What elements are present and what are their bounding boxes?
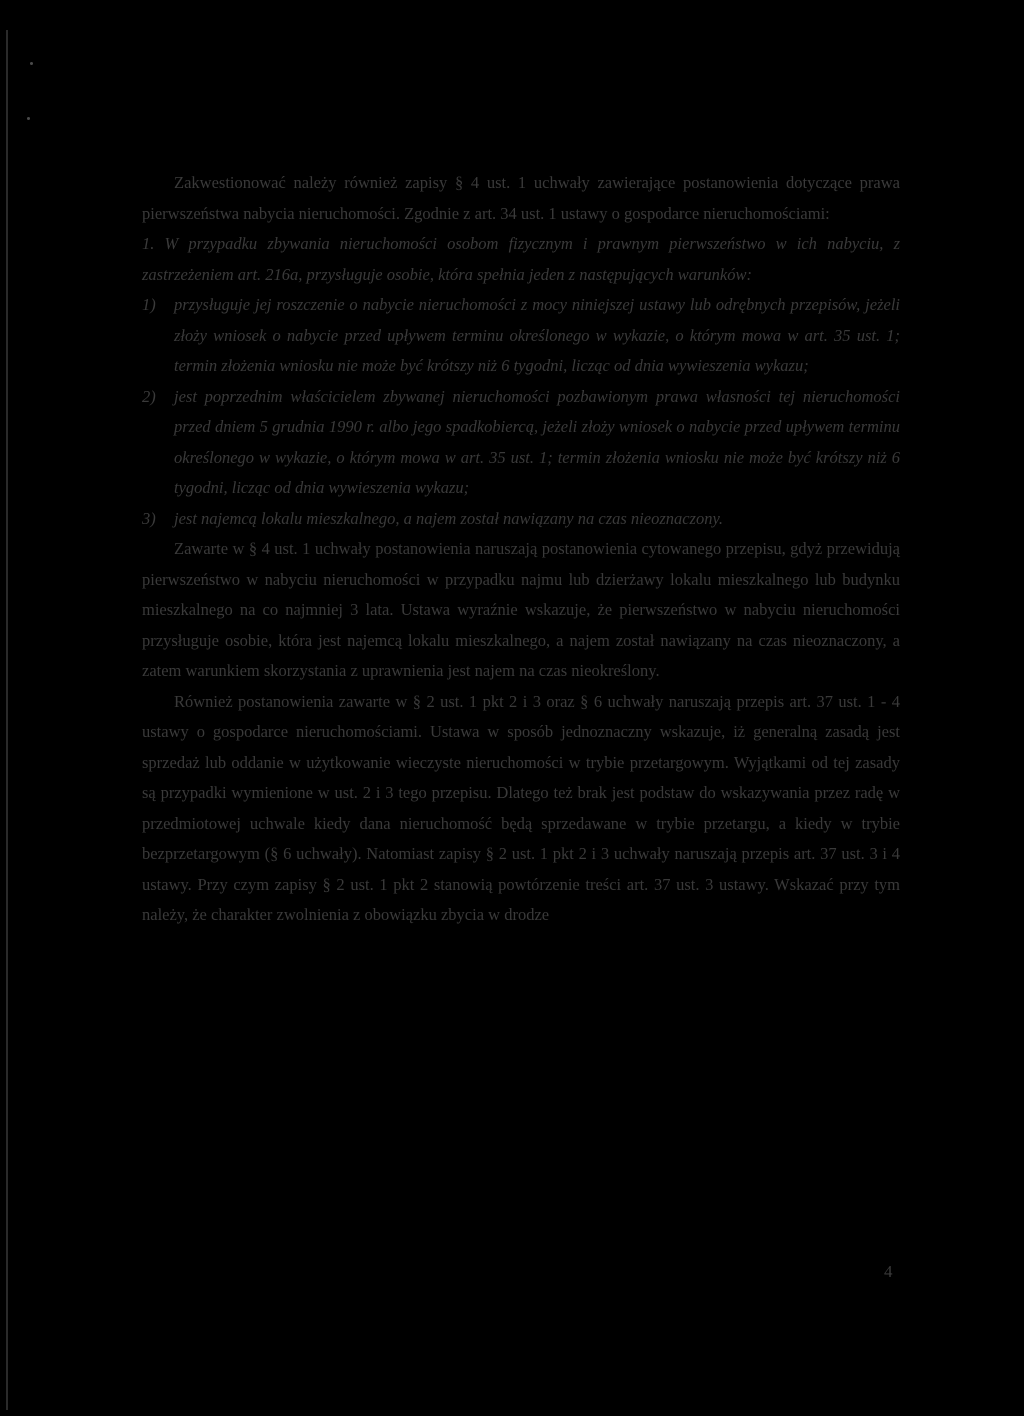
paragraph-lease: Zawarte w § 4 ust. 1 uchwały postanowienia naruszają postanowienia cytowanego przepisu, gdyż przewidują pierwszeństwo w nabyciu nieruchomości w przypadku najmu lub dzierżawy lokalu mieszkalnego lub budynku mieszkalnego na co najmniej 3 lata. Ustawa wyraźnie wskazuje, że pierwszeństwo w nabyciu nieruchomości przysługuje osobie, która jest najemcą lokalu mieszkalnego, a najem został nawiązany na czas nieoznaczony, a zatem warunkiem skorzystania z uprawnienia jest najem na czas nieokreślony. <box>142 539 900 680</box>
scan-edge-line <box>6 30 8 1410</box>
quote-lead: 1. W przypadku zbywania nieruchomości osobom fizycznym i prawnym pierwszeństwo w ich nabyciu, z zastrzeżeniem art. 216a, przysługuje osobie, która spełnia jeden z następujących warunków: <box>142 234 900 284</box>
quote-item <box>142 504 900 535</box>
quote-item-text: przysługuje jej roszczenie o nabycie nieruchomości z mocy niniejszej ustawy lub odrębnych przepisów, jeżeli złoży wniosek o nabycie przed upływem terminu określonego w wykazie, o którym mowa w art. 35 ust. 1; termin złożenia wniosku nie może być krótszy niż 6 tygodni, licząc od dnia wywieszenia wykazu; <box>174 295 900 375</box>
quote-item <box>142 382 900 504</box>
page-number: 4 <box>884 1262 893 1281</box>
quote-item-number: 3) <box>142 508 156 528</box>
paragraph-tender: Również postanowienia zawarte w § 2 ust. 1 pkt 2 i 3 oraz § 6 uchwały naruszają przepis art. 37 ust. 1 - 4 ustawy o gospodarce nieruchomościami. Ustawa w sposób jednoznaczny wskazuje, iż generalną zasadą jest sprzedaż lub oddanie w użytkowanie wieczyste nieruchomości w trybie przetargowym. Wyjątkami od tej zasady są przypadki wymienione w ust. 2 i 3 tego przepisu. Dlatego też brak jest podstaw do wskazywania przez radę w przedmiotowej uchwale kiedy dana nieruchomość będą sprzedawane w trybie przetargu, a kiedy w trybie bezprzetargowym (§ 6 uchwały). Natomiast zapisy § 2 ust. 1 pkt 2 i 3 uchwały naruszają przepis art. 37 ust. 3 i 4 ustawy. Przy czym zapisy § 2 ust. 1 pkt 2 stanowią powtórzenie treści art. 37 ust. 3 ustawy. Wskazać przy tym należy, że charakter zwolnienia z obowiązku zbycia w drodze <box>142 691 900 924</box>
scan-speck <box>30 62 33 65</box>
quote-item <box>142 290 900 382</box>
quote-item-number: 1) <box>142 295 156 314</box>
paragraph-intro: Zakwestionować należy również zapisy § 4 ust. 1 uchwały zawierające postanowienia dotyczące prawa pierwszeństwa nabycia nieruchomości. Zgodnie z art. 34 ust. 1 ustawy o gospodarce nieruchomościami: <box>142 173 900 223</box>
document-body <box>142 168 900 931</box>
scan-speck <box>27 117 30 120</box>
quote-item-text: jest poprzednim właścicielem zbywanej nieruchomości pozbawionym prawa własności tej nieruchomości przed dniem 5 grudnia 1990 r. albo jego spadkobiercą, jeżeli złoży wniosek o nabycie przed upływem terminu określonego w wykazie, o którym mowa w art. 35 ust. 1; termin złożenia wniosku nie może być krótszy niż 6 tygodni, licząc od dnia wywieszenia wykazu; <box>174 386 900 497</box>
quote-item-number: 2) <box>142 386 156 406</box>
quote-item-text: jest najemcą lokalu mieszkalnego, a najem został nawiązany na czas nieoznaczony. <box>174 508 724 528</box>
